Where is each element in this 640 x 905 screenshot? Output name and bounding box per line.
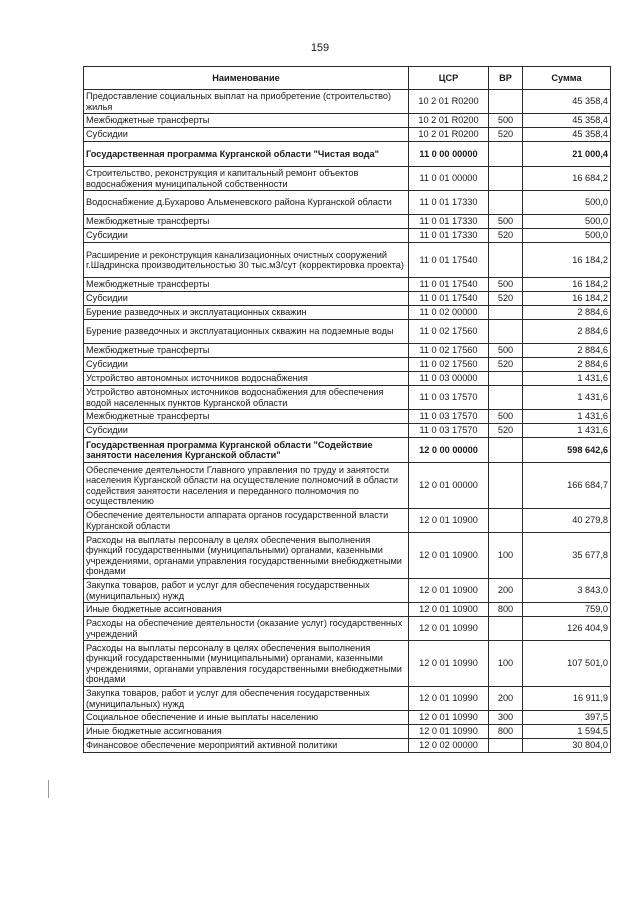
cell-csr: 12 0 02 00000 (409, 739, 489, 753)
table-row (84, 320, 611, 344)
cell-name: Обеспечение деятельности аппарата органов государственной власти Курганской области (84, 509, 409, 533)
table-row (84, 167, 611, 191)
cell-sum: 2 884,6 (523, 358, 611, 372)
table-row (84, 579, 611, 603)
cell-csr: 12 0 01 10900 (409, 533, 489, 579)
cell-vr (489, 320, 523, 344)
cell-sum: 1 594,5 (523, 725, 611, 739)
cell-sum: 30 804,0 (523, 739, 611, 753)
cell-name: Государственная программа Курганской области "Содействие занятости населения Курганской области" (84, 438, 409, 463)
table-header (84, 67, 611, 90)
cell-sum: 166 684,7 (523, 463, 611, 509)
cell-sum: 1 431,6 (523, 424, 611, 438)
cell-name: Расходы на обеспечение деятельности (оказание услуг) государственных учреждений (84, 617, 409, 641)
cell-name: Государственная программа Курганской области "Чистая вода" (84, 142, 409, 167)
cell-csr: 11 0 02 00000 (409, 306, 489, 320)
table-row (84, 617, 611, 641)
cell-sum: 1 431,6 (523, 410, 611, 424)
cell-csr: 10 2 01 R0200 (409, 128, 489, 142)
cell-sum: 759,0 (523, 603, 611, 617)
cell-sum: 598 642,6 (523, 438, 611, 463)
cell-name: Закупка товаров, работ и услуг для обеспечения государственных (муниципальных) нужд (84, 687, 409, 711)
table-row (84, 358, 611, 372)
table-row (84, 739, 611, 753)
table-row (84, 306, 611, 320)
cell-vr (489, 142, 523, 167)
cell-csr: 11 0 03 00000 (409, 372, 489, 386)
cell-csr: 10 2 01 R0200 (409, 114, 489, 128)
cell-name: Субсидии (84, 128, 409, 142)
cell-name: Устройство автономных источников водоснабжения для обеспечения водой населенных пунктов Курганской области (84, 386, 409, 410)
table-row (84, 114, 611, 128)
cell-csr: 12 0 01 00000 (409, 463, 489, 509)
cell-sum: 2 884,6 (523, 344, 611, 358)
table-row (84, 243, 611, 278)
cell-vr: 200 (489, 687, 523, 711)
cell-csr: 11 0 01 17540 (409, 243, 489, 278)
header-vr: ВР (489, 67, 523, 90)
cell-name: Иные бюджетные ассигнования (84, 603, 409, 617)
cell-csr: 12 0 01 10990 (409, 687, 489, 711)
table-row (84, 711, 611, 725)
cell-name: Финансовое обеспечение мероприятий активной политики (84, 739, 409, 753)
cell-vr (489, 90, 523, 114)
table-row (84, 410, 611, 424)
table-row (84, 344, 611, 358)
cell-name: Закупка товаров, работ и услуг для обеспечения государственных (муниципальных) нужд (84, 579, 409, 603)
cell-name: Расходы на выплаты персоналу в целях обеспечения выполнения функций государственными (муниципальными) органами, казенными учреждениями, органами управления государственными внебюджетными фондами (84, 641, 409, 687)
cell-csr: 10 2 01 R0200 (409, 90, 489, 114)
cell-vr: 500 (489, 410, 523, 424)
cell-name: Межбюджетные трансферты (84, 278, 409, 292)
cell-sum: 21 000,4 (523, 142, 611, 167)
cell-sum: 3 843,0 (523, 579, 611, 603)
table-row (84, 641, 611, 687)
cell-vr: 520 (489, 128, 523, 142)
cell-csr: 11 0 03 17570 (409, 386, 489, 410)
cell-vr: 100 (489, 641, 523, 687)
cell-name: Субсидии (84, 292, 409, 306)
cell-csr: 12 0 01 10900 (409, 579, 489, 603)
cell-csr: 11 0 01 00000 (409, 167, 489, 191)
header-sum: Сумма (523, 67, 611, 90)
cell-vr: 520 (489, 358, 523, 372)
table-row (84, 687, 611, 711)
table-row (84, 292, 611, 306)
cell-sum: 16 911,9 (523, 687, 611, 711)
cell-csr: 12 0 00 00000 (409, 438, 489, 463)
table-row (84, 278, 611, 292)
cell-csr: 11 0 03 17570 (409, 410, 489, 424)
cell-sum: 40 279,8 (523, 509, 611, 533)
cell-sum: 107 501,0 (523, 641, 611, 687)
cell-vr (489, 509, 523, 533)
cell-sum: 16 184,2 (523, 292, 611, 306)
table-row (84, 142, 611, 167)
cell-name: Расходы на выплаты персоналу в целях обеспечения выполнения функций государственными (муниципальными) органами, казенными учреждениями, органами управления государственными внебюджетными фондами (84, 533, 409, 579)
cell-vr (489, 167, 523, 191)
cell-vr: 520 (489, 229, 523, 243)
cell-vr: 300 (489, 711, 523, 725)
cell-sum: 2 884,6 (523, 306, 611, 320)
cell-vr: 520 (489, 424, 523, 438)
table-row (84, 128, 611, 142)
table-row (84, 424, 611, 438)
cell-name: Устройство автономных источников водоснабжения (84, 372, 409, 386)
table-row (84, 215, 611, 229)
cell-vr: 500 (489, 278, 523, 292)
table-row (84, 603, 611, 617)
cell-csr: 11 0 02 17560 (409, 344, 489, 358)
cell-name: Межбюджетные трансферты (84, 215, 409, 229)
cell-csr: 11 0 02 17560 (409, 358, 489, 372)
cell-sum: 1 431,6 (523, 372, 611, 386)
cell-sum: 45 358,4 (523, 90, 611, 114)
cell-sum: 45 358,4 (523, 114, 611, 128)
cell-name: Иные бюджетные ассигнования (84, 725, 409, 739)
cell-csr: 11 0 01 17330 (409, 191, 489, 215)
cell-sum: 500,0 (523, 229, 611, 243)
cell-name: Предоставление социальных выплат на приобретение (строительство) жилья (84, 90, 409, 114)
budget-table (83, 66, 611, 753)
table-row (84, 386, 611, 410)
cell-sum: 16 184,2 (523, 278, 611, 292)
cell-sum: 16 684,2 (523, 167, 611, 191)
cell-vr: 500 (489, 114, 523, 128)
cell-csr: 11 0 00 00000 (409, 142, 489, 167)
cell-name: Социальное обеспечение и иные выплаты населению (84, 711, 409, 725)
cell-csr: 11 0 01 17540 (409, 278, 489, 292)
cell-name: Субсидии (84, 358, 409, 372)
cell-sum: 2 884,6 (523, 320, 611, 344)
cell-csr: 12 0 01 10990 (409, 641, 489, 687)
cell-sum: 35 677,8 (523, 533, 611, 579)
table-row (84, 533, 611, 579)
header-row (84, 67, 611, 90)
header-name: Наименование (84, 67, 409, 90)
cell-vr (489, 243, 523, 278)
cell-name: Межбюджетные трансферты (84, 410, 409, 424)
cell-vr: 500 (489, 215, 523, 229)
table-row (84, 372, 611, 386)
cell-vr (489, 386, 523, 410)
cell-csr: 12 0 01 10990 (409, 711, 489, 725)
table-row (84, 438, 611, 463)
cell-name: Субсидии (84, 424, 409, 438)
cell-vr: 520 (489, 292, 523, 306)
cell-sum: 500,0 (523, 215, 611, 229)
cell-name: Межбюджетные трансферты (84, 344, 409, 358)
table-row (84, 725, 611, 739)
cell-name: Водоснабжение д.Бухарово Альменевского района Курганской области (84, 191, 409, 215)
cell-vr (489, 372, 523, 386)
margin-mark (48, 780, 49, 798)
cell-vr (489, 463, 523, 509)
cell-vr (489, 739, 523, 753)
cell-csr: 11 0 01 17330 (409, 215, 489, 229)
cell-vr (489, 306, 523, 320)
cell-csr: 11 0 01 17540 (409, 292, 489, 306)
cell-sum: 1 431,6 (523, 386, 611, 410)
cell-vr: 800 (489, 725, 523, 739)
page-number: 159 (310, 42, 330, 54)
cell-vr: 800 (489, 603, 523, 617)
cell-name: Обеспечение деятельности Главного управления по труду и занятости населения Курганской области на осуществление полномочий в области содействия занятости населения и переданного полномочия по осуществлению (84, 463, 409, 509)
cell-vr (489, 617, 523, 641)
cell-sum: 397,5 (523, 711, 611, 725)
cell-csr: 12 0 01 10900 (409, 603, 489, 617)
table-row (84, 509, 611, 533)
cell-sum: 16 184,2 (523, 243, 611, 278)
cell-name: Строительство, реконструкция и капитальный ремонт объектов водоснабжения муниципальной собственности (84, 167, 409, 191)
table-body (84, 90, 611, 753)
cell-csr: 12 0 01 10990 (409, 617, 489, 641)
cell-vr: 500 (489, 344, 523, 358)
cell-sum: 45 358,4 (523, 128, 611, 142)
table-row (84, 229, 611, 243)
cell-vr (489, 438, 523, 463)
cell-sum: 500,0 (523, 191, 611, 215)
cell-csr: 11 0 02 17560 (409, 320, 489, 344)
cell-csr: 12 0 01 10900 (409, 509, 489, 533)
cell-csr: 11 0 01 17330 (409, 229, 489, 243)
cell-vr: 200 (489, 579, 523, 603)
table-row (84, 90, 611, 114)
table-row (84, 463, 611, 509)
cell-sum: 126 404,9 (523, 617, 611, 641)
cell-csr: 12 0 01 10990 (409, 725, 489, 739)
cell-name: Расширение и реконструкция канализационных очистных сооружений г.Шадринска производительностью 30 тыс.м3/сут (корректировка проекта) (84, 243, 409, 278)
cell-name: Бурение разведочных и эксплуатационных скважин на подземные воды (84, 320, 409, 344)
cell-vr: 100 (489, 533, 523, 579)
cell-csr: 11 0 03 17570 (409, 424, 489, 438)
header-csr: ЦСР (409, 67, 489, 90)
cell-vr (489, 191, 523, 215)
table-row (84, 191, 611, 215)
cell-name: Бурение разведочных и эксплуатационных скважин (84, 306, 409, 320)
cell-name: Межбюджетные трансферты (84, 114, 409, 128)
cell-name: Субсидии (84, 229, 409, 243)
